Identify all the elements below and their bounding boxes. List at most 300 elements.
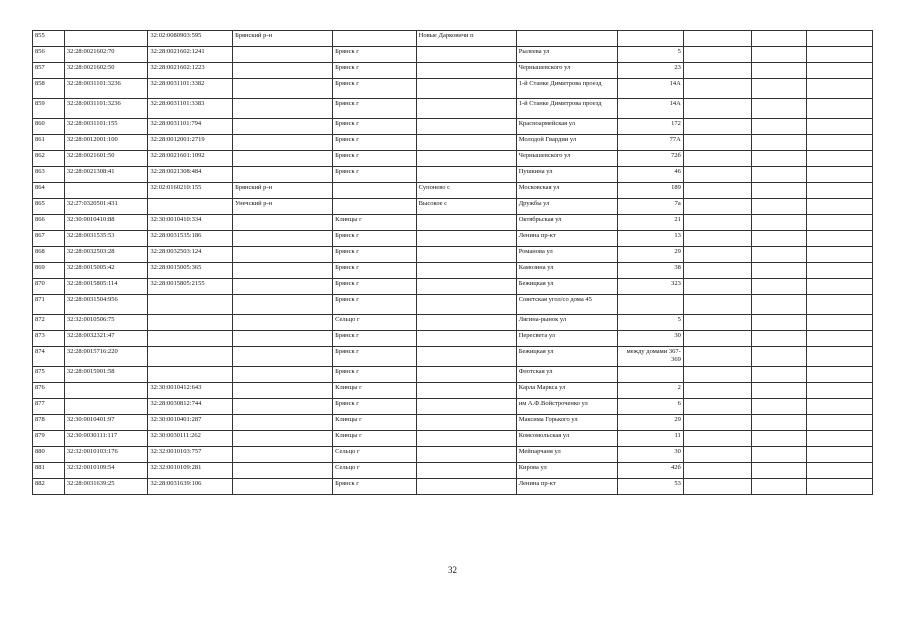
building-cadastral-number-cell: 32:02:0160210:155 (148, 183, 233, 199)
row-number-cell: 875 (33, 367, 65, 383)
district-cell (233, 263, 333, 279)
district-cell (233, 367, 333, 383)
settlement-cell (416, 135, 516, 151)
row-number-cell: 882 (33, 479, 65, 495)
land-cadastral-number-cell: 32:28:0015716:220 (64, 347, 148, 367)
house-number-cell: 53 (617, 479, 683, 495)
row-number-cell: 863 (33, 167, 65, 183)
extra-cell-2 (751, 279, 806, 295)
extra-cell-3 (806, 347, 872, 367)
settlement-cell: Супонево с (416, 183, 516, 199)
city-cell: Брянск г (333, 479, 417, 495)
row-number-cell: 877 (33, 399, 65, 415)
table-row (33, 231, 873, 247)
row-number-cell: 868 (33, 247, 65, 263)
house-number-cell: 30 (617, 331, 683, 347)
extra-cell-2 (751, 415, 806, 431)
settlement-cell (416, 63, 516, 79)
registry-table (32, 30, 873, 495)
settlement-cell (416, 431, 516, 447)
extra-cell-1 (683, 47, 751, 63)
building-cadastral-number-cell (148, 347, 233, 367)
extra-cell-3 (806, 415, 872, 431)
registry-table-body (33, 31, 873, 495)
extra-cell-2 (751, 431, 806, 447)
extra-cell-1 (683, 99, 751, 119)
street-cell: Бежицкая ул (516, 347, 617, 367)
district-cell (233, 347, 333, 367)
land-cadastral-number-cell: 32:28:0032321:47 (64, 331, 148, 347)
street-cell: Пушкина ул (516, 167, 617, 183)
city-cell: Брянск г (333, 367, 417, 383)
district-cell (233, 447, 333, 463)
land-cadastral-number-cell: 32:28:0015901:58 (64, 367, 148, 383)
settlement-cell (416, 331, 516, 347)
extra-cell-1 (683, 367, 751, 383)
row-number-cell: 867 (33, 231, 65, 247)
land-cadastral-number-cell: 32:30:0010410:88 (64, 215, 148, 231)
house-number-cell: 21 (617, 215, 683, 231)
extra-cell-3 (806, 215, 872, 231)
settlement-cell (416, 295, 516, 315)
city-cell: Брянск г (333, 119, 417, 135)
extra-cell-3 (806, 263, 872, 279)
extra-cell-3 (806, 231, 872, 247)
row-number-cell: 861 (33, 135, 65, 151)
city-cell: Сельцо г (333, 315, 417, 331)
extra-cell-2 (751, 31, 806, 47)
extra-cell-2 (751, 399, 806, 415)
page-number: 32 (448, 565, 457, 575)
land-cadastral-number-cell: 32:30:0010401:97 (64, 415, 148, 431)
extra-cell-3 (806, 199, 872, 215)
building-cadastral-number-cell (148, 315, 233, 331)
city-cell: Брянск г (333, 279, 417, 295)
city-cell: Брянск г (333, 295, 417, 315)
city-cell (333, 31, 417, 47)
settlement-cell: Высокое с (416, 199, 516, 215)
house-number-cell: 13 (617, 231, 683, 247)
house-number-cell: 29 (617, 415, 683, 431)
city-cell: Брянск г (333, 331, 417, 347)
district-cell (233, 315, 333, 331)
district-cell (233, 479, 333, 495)
extra-cell-2 (751, 331, 806, 347)
extra-cell-1 (683, 295, 751, 315)
row-number-cell: 869 (33, 263, 65, 279)
city-cell: Брянск г (333, 63, 417, 79)
district-cell (233, 415, 333, 431)
extra-cell-2 (751, 383, 806, 399)
row-number-cell: 874 (33, 347, 65, 367)
settlement-cell (416, 279, 516, 295)
table-row (33, 31, 873, 47)
street-cell: Максима Горького ул (516, 415, 617, 431)
extra-cell-1 (683, 447, 751, 463)
city-cell (333, 183, 417, 199)
building-cadastral-number-cell: 32:28:0012001:2719 (148, 135, 233, 151)
extra-cell-2 (751, 99, 806, 119)
district-cell (233, 431, 333, 447)
row-number-cell: 860 (33, 119, 65, 135)
table-row (33, 47, 873, 63)
house-number-cell: 77А (617, 135, 683, 151)
table-row (33, 215, 873, 231)
street-cell: Лягина-рынок ул (516, 315, 617, 331)
settlement-cell: Новые Дарковичи п (416, 31, 516, 47)
district-cell (233, 295, 333, 315)
building-cadastral-number-cell: 32:30:0010412:643 (148, 383, 233, 399)
extra-cell-2 (751, 447, 806, 463)
house-number-cell: 38 (617, 263, 683, 279)
land-cadastral-number-cell: 32:28:0021602:70 (64, 47, 148, 63)
building-cadastral-number-cell: 32:28:0031101:3383 (148, 99, 233, 119)
table-row (33, 247, 873, 263)
building-cadastral-number-cell: 32:28:0031101:794 (148, 119, 233, 135)
city-cell: Брянск г (333, 79, 417, 99)
land-cadastral-number-cell: 32:28:0021602:50 (64, 63, 148, 79)
row-number-cell: 862 (33, 151, 65, 167)
building-cadastral-number-cell: 32:28:0021602:1241 (148, 47, 233, 63)
house-number-cell: 189 (617, 183, 683, 199)
extra-cell-3 (806, 315, 872, 331)
row-number-cell: 855 (33, 31, 65, 47)
street-cell: Дружбы ул (516, 199, 617, 215)
building-cadastral-number-cell: 32:28:0015805:2155 (148, 279, 233, 295)
district-cell (233, 399, 333, 415)
land-cadastral-number-cell: 32:28:0031101:3236 (64, 99, 148, 119)
street-cell: Карла Маркса ул (516, 383, 617, 399)
table-row (33, 167, 873, 183)
extra-cell-1 (683, 31, 751, 47)
extra-cell-2 (751, 151, 806, 167)
extra-cell-2 (751, 47, 806, 63)
settlement-cell (416, 119, 516, 135)
land-cadastral-number-cell: 32:32:0010506:75 (64, 315, 148, 331)
settlement-cell (416, 231, 516, 247)
house-number-cell: 72б (617, 151, 683, 167)
extra-cell-2 (751, 347, 806, 367)
street-cell: Октябрьская ул (516, 215, 617, 231)
extra-cell-1 (683, 135, 751, 151)
city-cell: Сельцо г (333, 447, 417, 463)
table-row (33, 463, 873, 479)
city-cell: Брянск г (333, 151, 417, 167)
land-cadastral-number-cell: 32:32:0010109:54 (64, 463, 148, 479)
extra-cell-3 (806, 463, 872, 479)
settlement-cell (416, 247, 516, 263)
extra-cell-3 (806, 135, 872, 151)
extra-cell-2 (751, 315, 806, 331)
extra-cell-3 (806, 63, 872, 79)
extra-cell-2 (751, 199, 806, 215)
house-number-cell: 323 (617, 279, 683, 295)
extra-cell-2 (751, 183, 806, 199)
city-cell: Клинцы г (333, 215, 417, 231)
land-cadastral-number-cell: 32:32:0010103:176 (64, 447, 148, 463)
street-cell: им А.Ф.Войстроченко ул (516, 399, 617, 415)
row-number-cell: 880 (33, 447, 65, 463)
row-number-cell: 866 (33, 215, 65, 231)
extra-cell-3 (806, 367, 872, 383)
city-cell: Брянск г (333, 47, 417, 63)
building-cadastral-number-cell (148, 295, 233, 315)
house-number-cell: 23 (617, 63, 683, 79)
extra-cell-1 (683, 315, 751, 331)
settlement-cell (416, 399, 516, 415)
extra-cell-2 (751, 247, 806, 263)
street-cell: Рылеева ул (516, 47, 617, 63)
house-number-cell: 172 (617, 119, 683, 135)
extra-cell-3 (806, 31, 872, 47)
settlement-cell (416, 263, 516, 279)
district-cell (233, 463, 333, 479)
table-row (33, 347, 873, 367)
building-cadastral-number-cell (148, 199, 233, 215)
city-cell: Клинцы г (333, 431, 417, 447)
city-cell: Клинцы г (333, 383, 417, 399)
table-row (33, 431, 873, 447)
building-cadastral-number-cell: 32:02:0080903:595 (148, 31, 233, 47)
street-cell: Красноармейская ул (516, 119, 617, 135)
street-cell: Кирова ул (516, 463, 617, 479)
house-number-cell (617, 31, 683, 47)
building-cadastral-number-cell: 32:28:0031101:3382 (148, 79, 233, 99)
extra-cell-1 (683, 415, 751, 431)
city-cell: Брянск г (333, 399, 417, 415)
row-number-cell: 858 (33, 79, 65, 99)
extra-cell-3 (806, 167, 872, 183)
house-number-cell: между домами 367-369 (617, 347, 683, 367)
street-cell: Советская угол/со дома 45 (516, 295, 617, 315)
house-number-cell (617, 295, 683, 315)
extra-cell-3 (806, 383, 872, 399)
district-cell (233, 331, 333, 347)
extra-cell-3 (806, 119, 872, 135)
table-row (33, 263, 873, 279)
building-cadastral-number-cell (148, 367, 233, 383)
extra-cell-3 (806, 47, 872, 63)
extra-cell-2 (751, 79, 806, 99)
building-cadastral-number-cell: 32:28:0021601:1092 (148, 151, 233, 167)
district-cell (233, 79, 333, 99)
city-cell: Брянск г (333, 247, 417, 263)
street-cell: Пересвета ул (516, 331, 617, 347)
extra-cell-1 (683, 399, 751, 415)
table-row (33, 199, 873, 215)
street-cell (516, 31, 617, 47)
house-number-cell: 7а (617, 199, 683, 215)
building-cadastral-number-cell: 32:30:0030111:262 (148, 431, 233, 447)
house-number-cell: 11 (617, 431, 683, 447)
building-cadastral-number-cell: 32:28:0021308:484 (148, 167, 233, 183)
house-number-cell: 2 (617, 383, 683, 399)
district-cell (233, 231, 333, 247)
extra-cell-1 (683, 215, 751, 231)
house-number-cell: 14А (617, 99, 683, 119)
settlement-cell (416, 383, 516, 399)
extra-cell-1 (683, 383, 751, 399)
city-cell: Брянск г (333, 263, 417, 279)
street-cell: Камозина ул (516, 263, 617, 279)
land-cadastral-number-cell: 32:28:0031639:25 (64, 479, 148, 495)
table-row (33, 119, 873, 135)
row-number-cell: 879 (33, 431, 65, 447)
building-cadastral-number-cell: 32:28:0015005:365 (148, 263, 233, 279)
table-row (33, 279, 873, 295)
building-cadastral-number-cell: 32:32:0010103:757 (148, 447, 233, 463)
land-cadastral-number-cell: 32:28:0032503:28 (64, 247, 148, 263)
extra-cell-1 (683, 79, 751, 99)
extra-cell-1 (683, 183, 751, 199)
city-cell: Клинцы г (333, 415, 417, 431)
district-cell (233, 383, 333, 399)
row-number-cell: 871 (33, 295, 65, 315)
extra-cell-3 (806, 431, 872, 447)
table-row (33, 315, 873, 331)
land-cadastral-number-cell: 32:28:0012001:100 (64, 135, 148, 151)
row-number-cell: 873 (33, 331, 65, 347)
extra-cell-2 (751, 119, 806, 135)
land-cadastral-number-cell: 32:28:0021601:50 (64, 151, 148, 167)
extra-cell-2 (751, 63, 806, 79)
extra-cell-2 (751, 167, 806, 183)
table-row (33, 63, 873, 79)
street-cell: Чернышевского ул (516, 63, 617, 79)
extra-cell-1 (683, 151, 751, 167)
row-number-cell: 870 (33, 279, 65, 295)
table-row (33, 367, 873, 383)
land-cadastral-number-cell: 32:28:0031504:956 (64, 295, 148, 315)
house-number-cell: 29 (617, 247, 683, 263)
land-cadastral-number-cell: 32:28:0015805:114 (64, 279, 148, 295)
street-cell: Романова ул (516, 247, 617, 263)
house-number-cell (617, 367, 683, 383)
extra-cell-1 (683, 167, 751, 183)
extra-cell-3 (806, 447, 872, 463)
extra-cell-3 (806, 399, 872, 415)
building-cadastral-number-cell: 32:30:0010401:287 (148, 415, 233, 431)
row-number-cell: 865 (33, 199, 65, 215)
table-row (33, 135, 873, 151)
land-cadastral-number-cell: 32:28:0031101:3236 (64, 79, 148, 99)
extra-cell-1 (683, 63, 751, 79)
extra-cell-1 (683, 331, 751, 347)
extra-cell-1 (683, 431, 751, 447)
district-cell (233, 47, 333, 63)
house-number-cell: 14А (617, 79, 683, 99)
street-cell: Ленина пр-кт (516, 231, 617, 247)
district-cell (233, 151, 333, 167)
city-cell: Брянск г (333, 135, 417, 151)
house-number-cell: 42б (617, 463, 683, 479)
settlement-cell (416, 79, 516, 99)
settlement-cell (416, 215, 516, 231)
extra-cell-2 (751, 231, 806, 247)
house-number-cell: 5 (617, 315, 683, 331)
city-cell: Брянск г (333, 231, 417, 247)
table-row (33, 383, 873, 399)
building-cadastral-number-cell: 32:30:0010410:334 (148, 215, 233, 231)
table-row (33, 399, 873, 415)
settlement-cell (416, 463, 516, 479)
extra-cell-2 (751, 215, 806, 231)
building-cadastral-number-cell (148, 331, 233, 347)
extra-cell-1 (683, 479, 751, 495)
extra-cell-2 (751, 479, 806, 495)
land-cadastral-number-cell: 32:28:0031101:155 (64, 119, 148, 135)
building-cadastral-number-cell: 32:28:0030812:744 (148, 399, 233, 415)
settlement-cell (416, 47, 516, 63)
table-row (33, 151, 873, 167)
street-cell: 1-й Станке Димитрова проезд (516, 99, 617, 119)
district-cell: Брянский р-н (233, 183, 333, 199)
extra-cell-1 (683, 231, 751, 247)
extra-cell-1 (683, 247, 751, 263)
street-cell: 1-й Станке Димитрова проезд (516, 79, 617, 99)
row-number-cell: 864 (33, 183, 65, 199)
extra-cell-1 (683, 263, 751, 279)
extra-cell-3 (806, 183, 872, 199)
city-cell (333, 199, 417, 215)
row-number-cell: 881 (33, 463, 65, 479)
city-cell: Брянск г (333, 99, 417, 119)
land-cadastral-number-cell (64, 183, 148, 199)
house-number-cell: 5 (617, 47, 683, 63)
extra-cell-2 (751, 135, 806, 151)
extra-cell-2 (751, 367, 806, 383)
settlement-cell (416, 479, 516, 495)
land-cadastral-number-cell (64, 383, 148, 399)
district-cell (233, 167, 333, 183)
row-number-cell: 876 (33, 383, 65, 399)
land-cadastral-number-cell: 32:28:0021308:41 (64, 167, 148, 183)
extra-cell-2 (751, 263, 806, 279)
street-cell: Мейпарчаня ул (516, 447, 617, 463)
table-row (33, 447, 873, 463)
house-number-cell: 30 (617, 447, 683, 463)
land-cadastral-number-cell (64, 399, 148, 415)
row-number-cell: 856 (33, 47, 65, 63)
table-row (33, 415, 873, 431)
table-row (33, 479, 873, 495)
settlement-cell (416, 167, 516, 183)
extra-cell-3 (806, 247, 872, 263)
extra-cell-2 (751, 463, 806, 479)
settlement-cell (416, 415, 516, 431)
extra-cell-1 (683, 199, 751, 215)
land-cadastral-number-cell: 32:30:0030111:117 (64, 431, 148, 447)
extra-cell-3 (806, 295, 872, 315)
district-cell (233, 63, 333, 79)
street-cell: Московская ул (516, 183, 617, 199)
extra-cell-1 (683, 347, 751, 367)
extra-cell-3 (806, 279, 872, 295)
district-cell: Брянский р-н (233, 31, 333, 47)
street-cell: Комсомольская ул (516, 431, 617, 447)
street-cell: Флотская ул (516, 367, 617, 383)
land-cadastral-number-cell: 32:27:0320501:431 (64, 199, 148, 215)
district-cell (233, 279, 333, 295)
land-cadastral-number-cell: 32:28:0015005:42 (64, 263, 148, 279)
district-cell (233, 215, 333, 231)
settlement-cell (416, 151, 516, 167)
district-cell (233, 247, 333, 263)
district-cell (233, 99, 333, 119)
street-cell: Бежицкая ул (516, 279, 617, 295)
building-cadastral-number-cell: 32:28:0021602:1223 (148, 63, 233, 79)
street-cell: Ленина пр-кт (516, 479, 617, 495)
